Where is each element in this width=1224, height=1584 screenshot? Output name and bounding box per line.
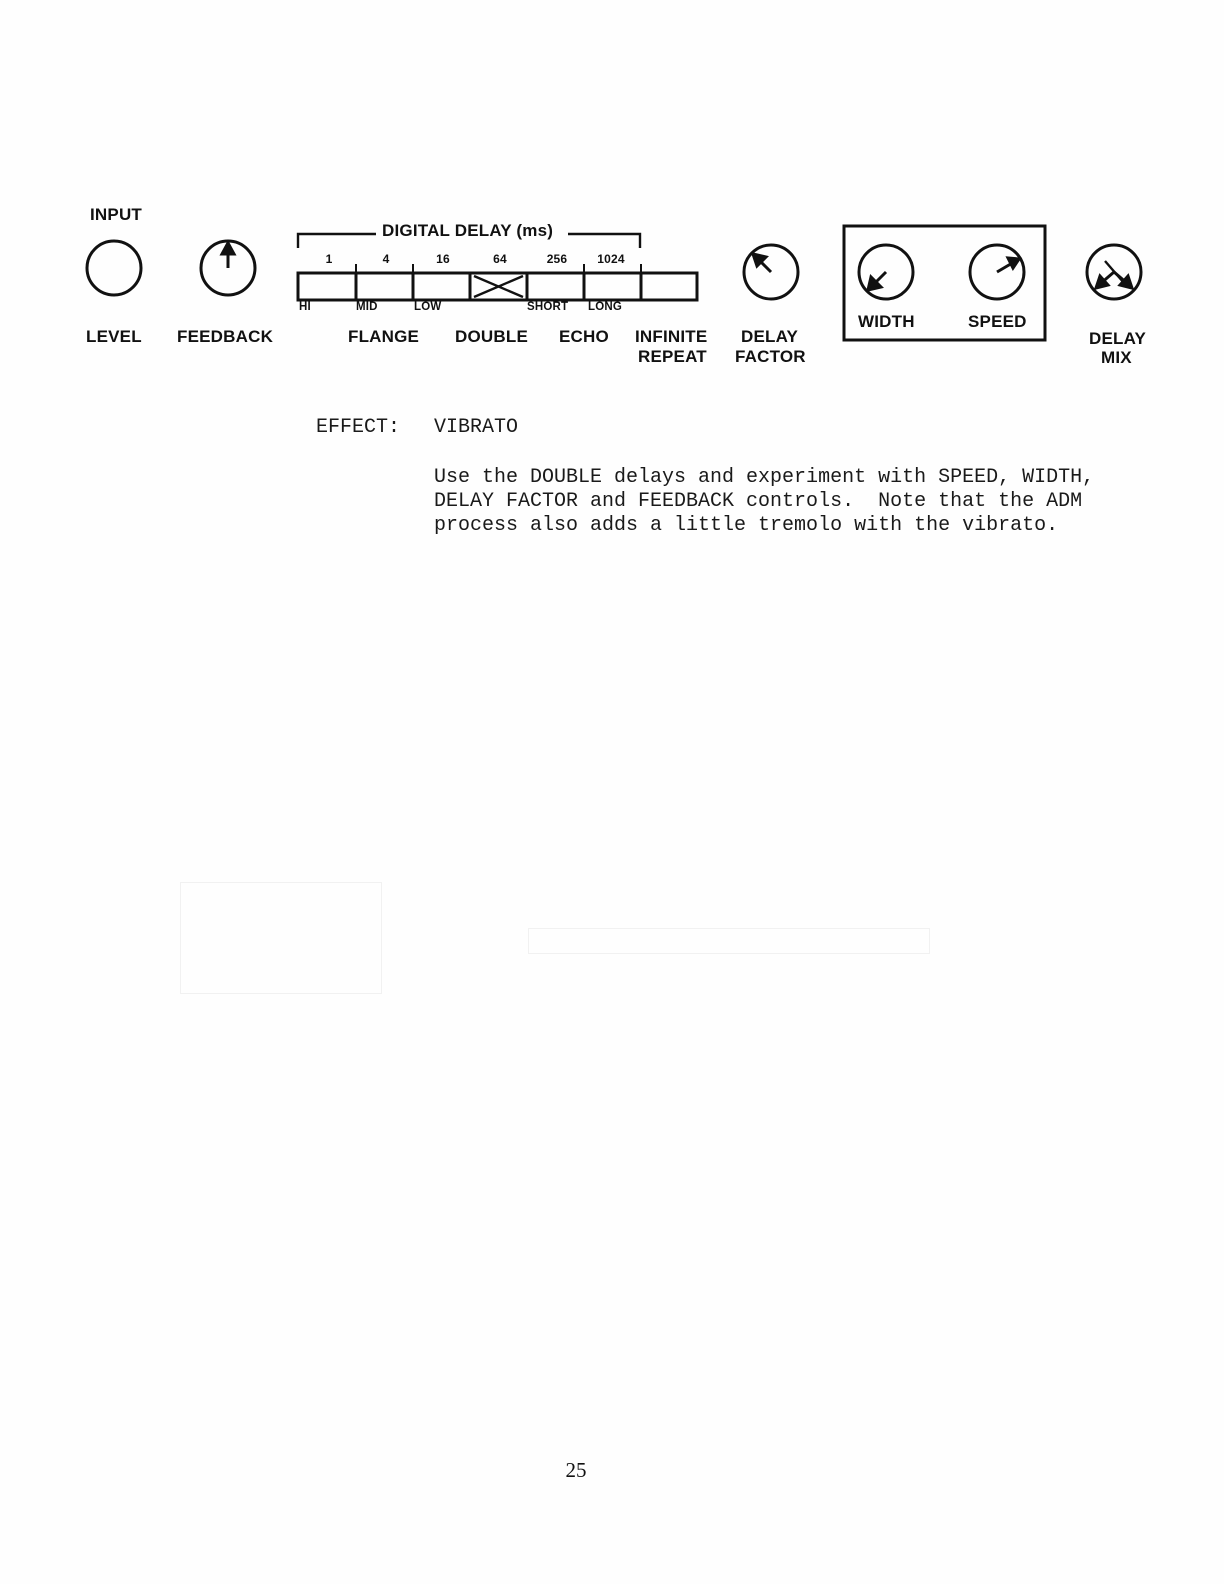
speed-knob-icon: [970, 245, 1024, 299]
range-low-label: LOW: [414, 301, 442, 313]
effect-description-line-1: Use the DOUBLE delays and experiment with SPEED, WIDTH,: [434, 466, 1095, 489]
level-knob-icon: [87, 241, 141, 295]
double-label: DOUBLE: [455, 327, 528, 346]
repeat-label: REPEAT: [638, 347, 707, 366]
width-knob-icon: [859, 245, 913, 299]
bleed-through-bar: [528, 928, 930, 954]
delay-mix-label-1: DELAY: [1089, 329, 1147, 348]
range-mid-label: MID: [356, 301, 378, 313]
delay-mix-label-2: MIX: [1101, 348, 1132, 367]
level-label: LEVEL: [86, 327, 142, 346]
effect-name: VIBRATO: [434, 416, 519, 439]
range-long-label: LONG: [588, 301, 623, 313]
delay-scale-256: 256: [546, 252, 568, 266]
delay-scale-4: 4: [382, 252, 390, 266]
feedback-label: FEEDBACK: [177, 327, 274, 346]
width-label: WIDTH: [858, 312, 915, 331]
page-number: 25: [565, 1458, 587, 1482]
range-short-label: SHORT: [527, 301, 569, 313]
delay-scale-64: 64: [493, 252, 507, 266]
delay-mix-knob-icon: [1087, 245, 1141, 299]
delay-factor-knob-icon: [744, 245, 798, 299]
bleed-through-box: [180, 882, 382, 994]
flange-label: FLANGE: [348, 327, 420, 346]
delay-scale-1: 1: [325, 252, 333, 266]
input-label: INPUT: [90, 205, 142, 224]
delay-factor-label-1: DELAY: [741, 327, 799, 346]
feedback-knob-icon: [201, 241, 255, 295]
delay-scale-1024: 1024: [597, 252, 625, 266]
delay-position-marker-icon: [474, 276, 523, 297]
delay-factor-label-2: FACTOR: [735, 347, 806, 366]
range-hi-label: HI: [299, 301, 311, 313]
speed-label: SPEED: [968, 312, 1027, 331]
digital-delay-label: DIGITAL DELAY (ms): [382, 221, 554, 240]
effect-label: EFFECT:: [316, 416, 401, 439]
effect-description-line-3: process also adds a little tremolo with the vibrato.: [434, 514, 1059, 537]
echo-label: ECHO: [559, 327, 609, 346]
infinite-label: INFINITE: [635, 327, 708, 346]
delay-slider-track: [298, 264, 697, 300]
effect-description-line-2: DELAY FACTOR and FEEDBACK controls. Note that the ADM: [434, 490, 1083, 513]
delay-scale-16: 16: [436, 252, 450, 266]
